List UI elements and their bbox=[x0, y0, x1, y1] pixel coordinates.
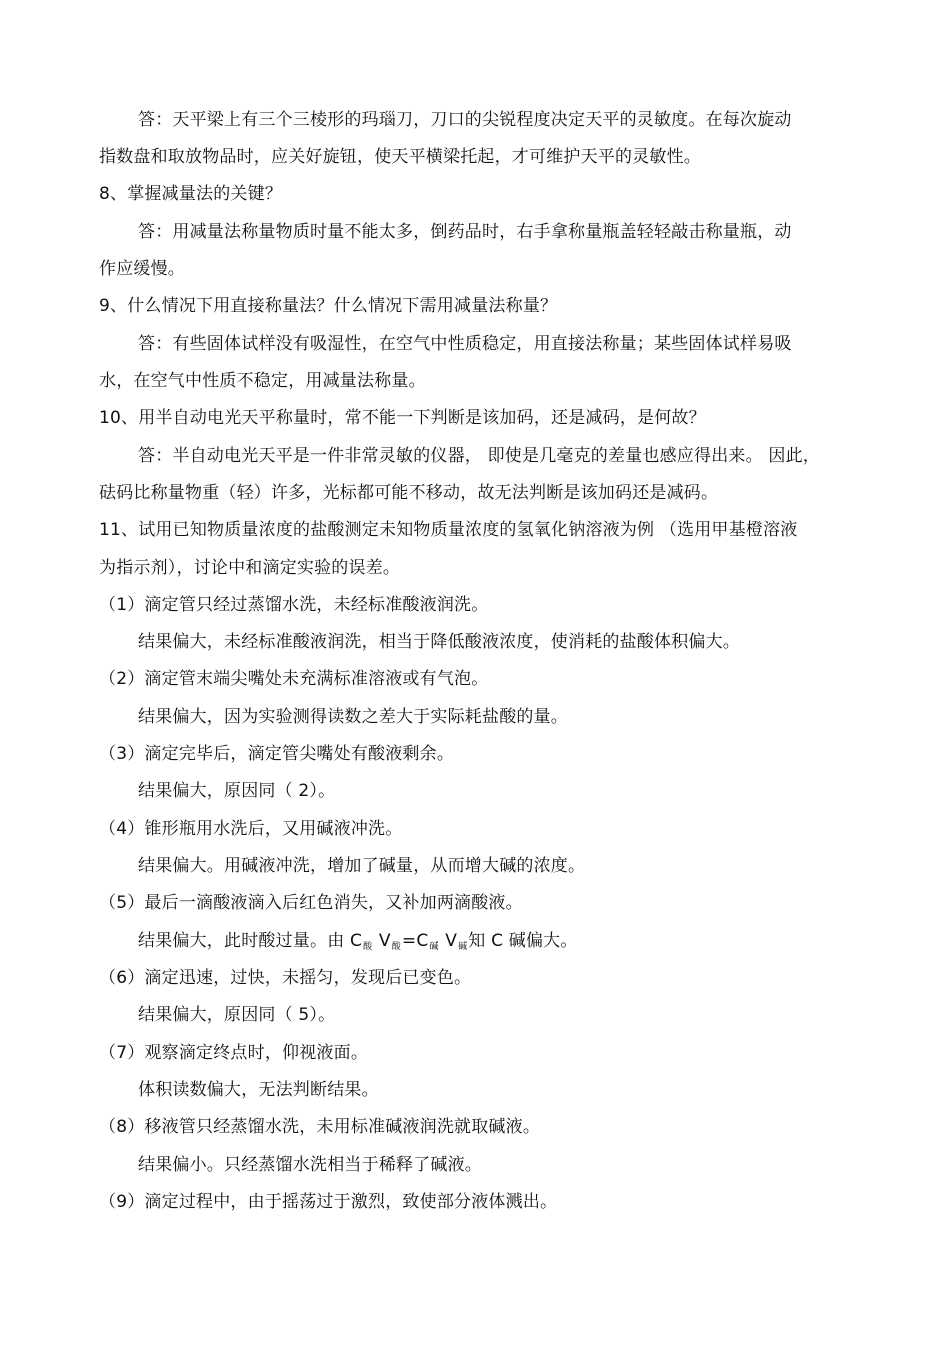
item-9: （9）滴定过程中，由于摇荡过于激烈，致使部分液体溅出。 bbox=[99, 1192, 558, 1212]
formula-eq-c: =C bbox=[401, 931, 429, 951]
question-10: 10、用半自动电光天平称量时，常不能一下判断是该加码，还是减码，是何故？ bbox=[99, 408, 706, 428]
item-5-result bbox=[138, 928, 578, 954]
item-2-result: 结果偏大，因为实验测得读数之差大于实际耗盐酸的量。 bbox=[138, 707, 568, 727]
formula-suffix: 知 C 碱偏大。 bbox=[468, 931, 578, 951]
item-4-result: 结果偏大。用碱液冲洗，增加了碱量，从而增大碱的浓度。 bbox=[138, 856, 586, 876]
item-7: （7）观察滴定终点时，仰视液面。 bbox=[99, 1043, 369, 1063]
item-4: （4）锥形瓶用水洗后，又用碱液冲洗。 bbox=[99, 819, 403, 839]
item-6: （6）滴定迅速，过快，未摇匀，发现后已变色。 bbox=[99, 968, 472, 988]
item-1: （1）滴定管只经过蒸馏水洗，未经标准酸液润洗。 bbox=[99, 595, 489, 615]
answer-9-line-2: 水，在空气中性质不稳定，用减量法称量。 bbox=[99, 371, 426, 391]
question-9: 9、什么情况下用直接称量法？什么情况下需用减量法称量？ bbox=[99, 296, 558, 316]
item-1-result: 结果偏大，未经标准酸液润洗，相当于降低酸液浓度，使消耗的盐酸体积偏大。 bbox=[138, 632, 740, 652]
answer-10-line-1: 答：半自动电光天平是一件非常灵敏的仪器， 即使是几毫克的差量也感应得出来。 因此， bbox=[138, 446, 821, 466]
item-6-result: 结果偏大，原因同（ 5）。 bbox=[138, 1005, 336, 1025]
question-11-line-1: 11、试用已知物质量浓度的盐酸测定未知物质量浓度的氢氧化钠溶液为例 （选用甲基橙溶液 bbox=[99, 520, 798, 540]
answer-7-line-2: 指数盘和取放物品时，应关好旋钮，使天平横梁托起，才可维护天平的灵敏性。 bbox=[99, 147, 701, 167]
formula-prefix: 结果偏大，此时酸过量。由 C bbox=[138, 931, 363, 951]
question-11-line-2: 为指示剂），讨论中和滴定实验的误差。 bbox=[99, 558, 401, 578]
item-3-result: 结果偏大，原因同（ 2）。 bbox=[138, 781, 336, 801]
answer-8-line-2: 作应缓慢。 bbox=[99, 259, 185, 279]
formula-v-2: V bbox=[439, 931, 458, 951]
formula-sub-acid: 酸 bbox=[363, 942, 373, 952]
answer-8-line-1: 答：用减量法称量物质时量不能太多，倒药品时，右手拿称量瓶盖轻轻敲击称量瓶，动 bbox=[138, 222, 792, 242]
item-8-result: 结果偏小。只经蒸馏水洗相当于稀释了碱液。 bbox=[138, 1155, 482, 1175]
item-8: （8）移液管只经蒸馏水洗，未用标准碱液润洗就取碱液。 bbox=[99, 1117, 541, 1137]
item-2: （2）滴定管末端尖嘴处未充满标准溶液或有气泡。 bbox=[99, 669, 489, 689]
item-5: （5）最后一滴酸液滴入后红色消失，又补加两滴酸液。 bbox=[99, 893, 523, 913]
formula-sub-base: 碱 bbox=[429, 942, 439, 952]
answer-10-line-2: 砝码比称量物重（轻）许多，光标都可能不移动，故无法判断是该加码还是减码。 bbox=[99, 483, 719, 503]
formula-sub-base-2: 碱 bbox=[458, 942, 468, 952]
formula-sub-acid-2: 酸 bbox=[391, 942, 401, 952]
item-3: （3）滴定完毕后，滴定管尖嘴处有酸液剩余。 bbox=[99, 744, 455, 764]
item-7-result: 体积读数偏大，无法判断结果。 bbox=[138, 1080, 379, 1100]
question-8: 8、掌握减量法的关键？ bbox=[99, 184, 283, 204]
answer-9-line-1: 答：有些固体试样没有吸湿性，在空气中性质稳定，用直接法称量；某些固体试样易吸 bbox=[138, 334, 792, 354]
answer-7-line-1: 答：天平梁上有三个三棱形的玛瑙刀，刀口的尖锐程度决定天平的灵敏度。在每次旋动 bbox=[138, 110, 792, 130]
formula-v: V bbox=[373, 931, 391, 951]
